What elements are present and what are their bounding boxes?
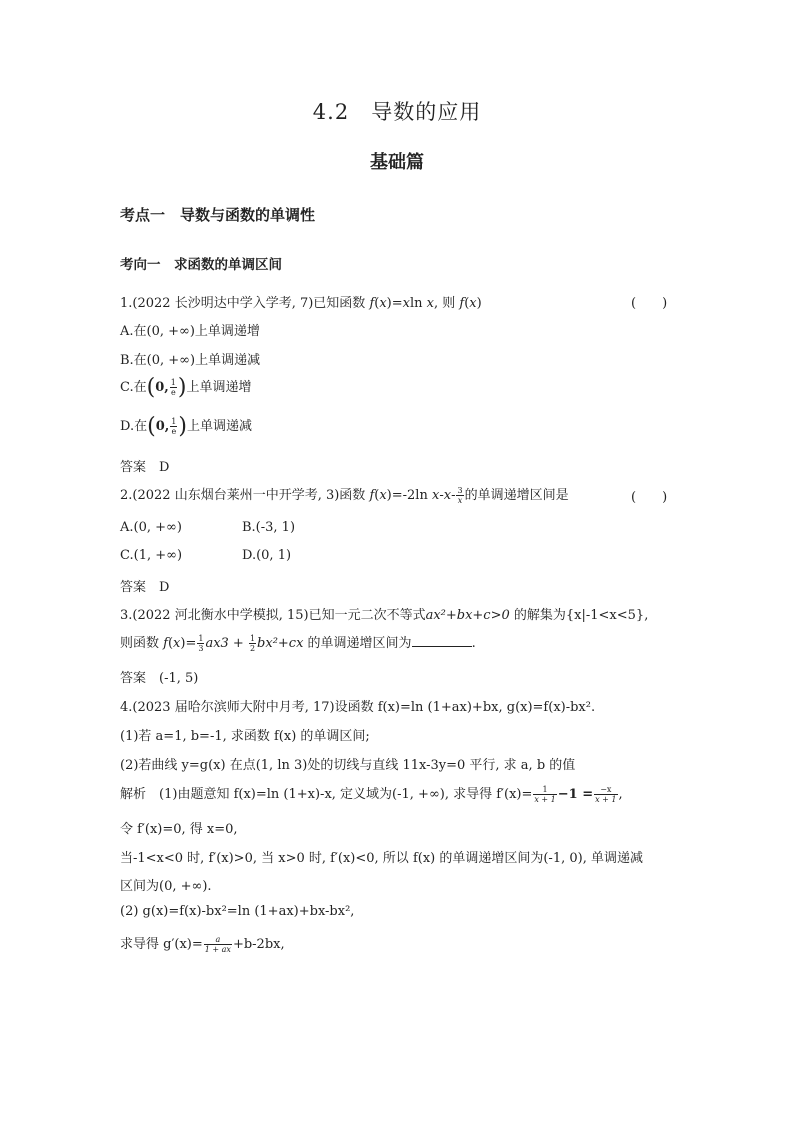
q3-stem-line2: 则函数 f(x)= $\frac{1}{3}$ ax3 + $\frac{1}{2}$ bx²+cx 的单调递增区间为 .	[120, 634, 476, 653]
q3-stem-line1: 3.(2022 河北衡水中学模拟, 15)已知一元二次不等式ax²+bx+c>0 的解集为{x|-1<x<5},	[120, 608, 649, 623]
q4-solution-line1: 解析 (1)由题意知 f(x)=ln (1+x)-x, 定义域为(-1, +∞), 求导得 f′(x)= $\frac{1}{x + 1}$ −1 = $\frac{-x}{x + 1}$ ,	[120, 785, 623, 804]
q4-solution-line6: 求导得 g′(x)= $\frac{a}{1 + ax}$ +b-2bx,	[120, 935, 285, 954]
q1-option-a: A.在(0, +∞)上单调递增	[120, 324, 260, 339]
q3-answer-blank	[412, 636, 472, 647]
q2-option-b: B.(-3, 1)	[242, 520, 296, 535]
q4-part1: (1)若 a=1, b=-1, 求函数 f(x) 的单调区间;	[120, 729, 370, 744]
q2-option-c: C.(1, +∞)	[120, 548, 183, 563]
q1-option-c: C.在(0, $\frac{1}{e}$ )上单调递增	[120, 375, 252, 400]
page-subtitle: 基础篇	[370, 152, 424, 173]
q3-answer: 答案 (-1, 5)	[120, 671, 199, 686]
section-heading: 考点一 导数与函数的单调性	[120, 206, 316, 224]
q4-solution-line3: 当-1<x<0 时, f′(x)>0, 当 x>0 时, f′(x)<0, 所以 f(x) 的单调递增区间为(-1, 0), 单调递减	[120, 851, 643, 866]
q1-answer-bracket: ( )	[631, 296, 668, 311]
q2-option-a: A.(0, +∞)	[120, 520, 182, 535]
q2-stem: 2.(2022 山东烟台莱州一中开学考, 3)函数 f(x)=-2ln x-x- $\frac{3}{x}$ 的单调递增区间是	[120, 486, 569, 505]
q1-option-b: B.在(0, +∞)上单调递减	[120, 353, 261, 368]
q4-solution-line2: 令 f′(x)=0, 得 x=0,	[120, 822, 238, 837]
page-title: 4.2 导数的应用	[312, 100, 482, 124]
q4-solution-line4: 区间为(0, +∞).	[120, 879, 212, 894]
q4-solution-line5: (2) g(x)=f(x)-bx²=ln (1+ax)+bx-bx²,	[120, 904, 355, 919]
q2-answer-bracket: ( )	[631, 490, 668, 505]
q2-answer: 答案 D	[120, 580, 170, 595]
q2-option-d: D.(0, 1)	[242, 548, 292, 563]
q4-part2: (2)若曲线 y=g(x) 在点(1, ln 3)处的切线与直线 11x-3y=0 平行, 求 a, b 的值	[120, 758, 576, 773]
q1-option-d: D.在(0, $\frac{1}{e}$ )上单调递减	[120, 414, 252, 439]
q4-stem: 4.(2023 届哈尔滨师大附中月考, 17)设函数 f(x)=ln (1+ax)+bx, g(x)=f(x)-bx².	[120, 700, 596, 715]
q1-answer: 答案 D	[120, 460, 170, 475]
subsection-heading: 考向一 求函数的单调区间	[120, 257, 282, 273]
q1-stem: 1.(2022 长沙明达中学入学考, 7)已知函数 f(x)=xln x, 则 f(x)	[120, 296, 482, 311]
